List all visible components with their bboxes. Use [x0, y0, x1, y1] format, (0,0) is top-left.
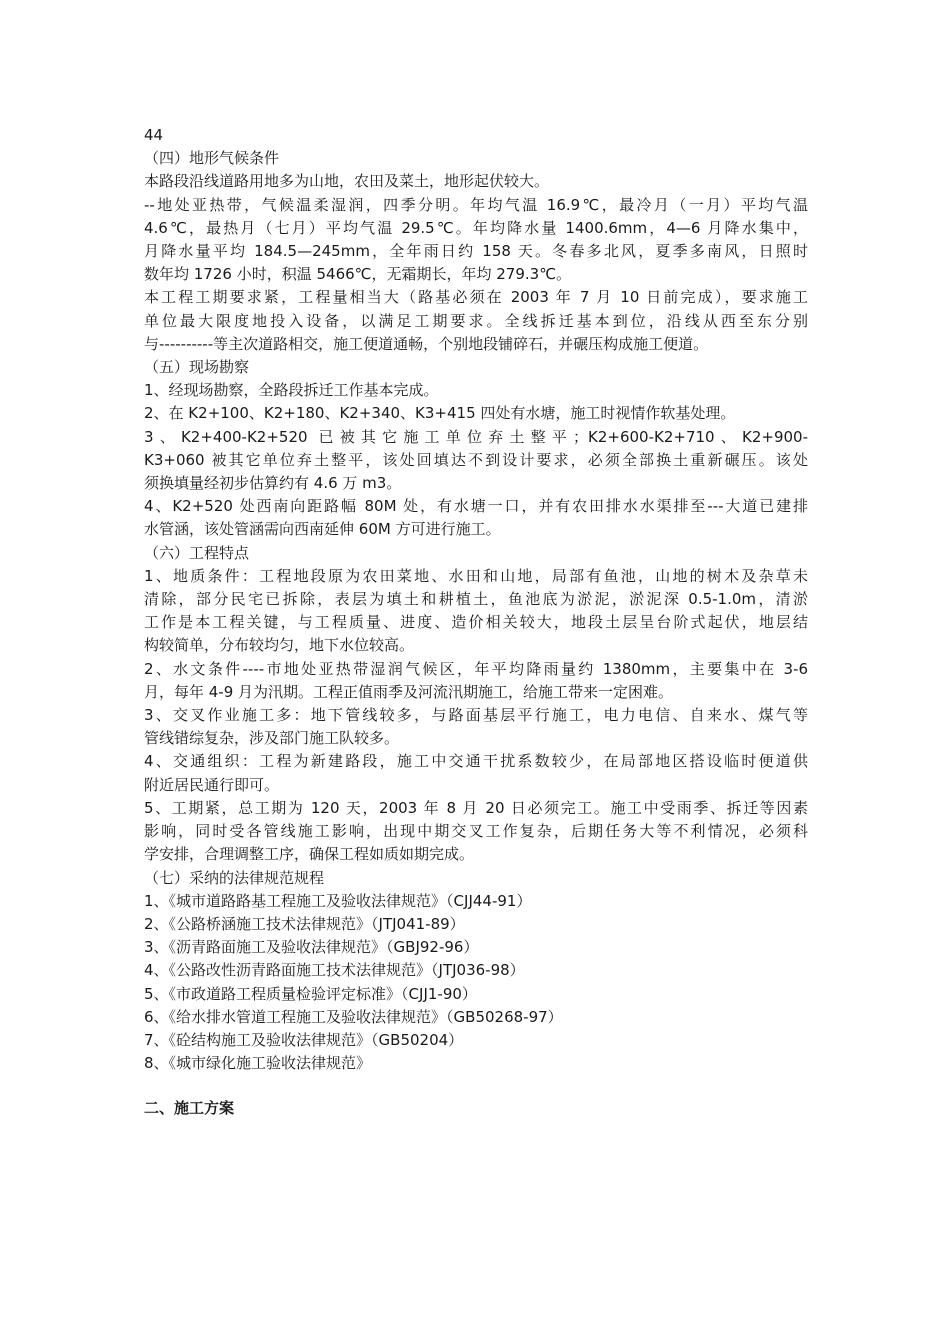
- paragraph-line: 本工程工期要求紧，工程量相当大（路基必须在 2003 年 7 月 10 日前完成），要求施工: [144, 288, 808, 307]
- list-item: 工作是本工程关键，与工程质量、进度、造价相关较大，地段土层呈台阶式起伏，地层结: [144, 613, 808, 632]
- list-item: 构较简单，分布较均匀，地下水位较高。: [144, 636, 415, 655]
- list-item: 附近居民通行即可。: [144, 775, 280, 794]
- list-item: 清除，部分民宅已拆除，表层为填土和耕植土，鱼池底为淤泥，淤泥深 0.5-1.0m，清淤: [144, 590, 808, 609]
- paragraph-line: 月降水量平均 184.5—245mm，全年雨日约 158 天。冬春多北风，夏季多南风，日照时: [144, 242, 808, 261]
- standard-item: 3、《沥青路面施工及验收法律规范》（GBJ92-96）: [144, 938, 479, 957]
- list-item: 3、K2+400-K2+520 已被其它施工单位弃土整平；K2+600-K2+710、K2+900-: [144, 427, 808, 446]
- list-item: 管线错综复杂，涉及部门施工队较多。: [144, 729, 400, 748]
- standard-item: 6、《给水排水管道工程施工及验收法律规范》（GB50268-97）: [144, 1007, 563, 1026]
- list-item: 须换填量经初步估算约有 4.6 万 m3。: [144, 474, 402, 493]
- standard-item: 8、《城市绿化施工验收法律规范》: [144, 1054, 372, 1073]
- list-item: 2、在 K2+100、K2+180、K2+340、K3+415 四处有水塘，施工时视情作软基处理。: [144, 404, 736, 423]
- section-4-heading: （四）地形气候条件: [144, 149, 280, 168]
- list-item: 4、K2+520 处西南向距路幅 80M 处，有水塘一口，并有农田排水水渠排至---大道已建排: [144, 497, 808, 516]
- section-5-heading: （五）现场勘察: [144, 358, 250, 377]
- document-page: [144, 124, 808, 1121]
- list-item: K3+060 被其它单位弃土整平，该处回填达不到设计要求，必须全部换土重新碾压。该处: [144, 450, 808, 469]
- paragraph-line: 数年均 1726 小时，积温 5466℃，无霜期长，年均 279.3℃。: [144, 265, 572, 284]
- list-item: 1、地质条件：工程地段原为农田菜地、水田和山地，局部有鱼池，山地的树木及杂草未: [144, 566, 808, 585]
- paragraph-line: 单位最大限度地投入设备，以满足工期要求。全线拆迁基本到位，沿线从西至东分别: [144, 311, 808, 330]
- page-number: 44: [144, 126, 164, 144]
- standard-item: 5、《市政道路工程质量检验评定标准》（CJJ1-90）: [144, 984, 477, 1003]
- paragraph-line: 4.6℃，最热月（七月）平均气温 29.5℃。年均降水量 1400.6mm，4—6 月降水集中，: [144, 218, 808, 237]
- list-item: 水管涵，该处管涵需向西南延伸 60M 方可进行施工。: [144, 520, 501, 539]
- list-item: 3、交叉作业施工多：地下管线较多，与路面基层平行施工，电力电信、自来水、煤气等: [144, 706, 808, 725]
- list-item: 学安排，合理调整工序，确保工程如质如期完成。: [144, 845, 475, 864]
- paragraph-line: 本路段沿线道路用地多为山地，农田及菜土，地形起伏较大。: [144, 172, 550, 191]
- list-item: 2、水文条件----市地处亚热带湿润气候区，年平均降雨量约 1380mm，主要集中在 3-6: [144, 659, 808, 678]
- section-7-heading: （七）采纳的法律规范规程: [144, 868, 325, 887]
- part-2-heading: 二、施工方案: [144, 1099, 235, 1118]
- standard-item: 4、《公路改性沥青路面施工技术法律规范》（JTJ036-98）: [144, 961, 525, 980]
- standard-item: 7、《砼结构施工及验收法律规范》（GB50204）: [144, 1030, 464, 1049]
- list-item: 月，每年 4-9 月为汛期。工程正值雨季及河流汛期施工，给施工带来一定困难。: [144, 682, 674, 701]
- paragraph-line: 与----------等主次道路相交，施工便道通畅，个别地段铺碎石，并碾压构成施工便道。: [144, 334, 709, 353]
- section-6-heading: （六）工程特点: [144, 543, 250, 562]
- list-item: 5、工期紧，总工期为 120 天，2003 年 8 月 20 日必须完工。施工中受雨季、拆迁等因素: [144, 798, 808, 817]
- list-item: 影响，同时受各管线施工影响，出现中期交叉工作复杂，后期任务大等不利情况，必须科: [144, 822, 808, 841]
- standard-item: 1、《城市道路路基工程施工及验收法律规范》（CJJ44-91）: [144, 891, 532, 910]
- list-item: 1、经现场勘察，全路段拆迁工作基本完成。: [144, 381, 439, 400]
- standard-item: 2、《公路桥涵施工技术法律规范》（JTJ041-89）: [144, 914, 465, 933]
- paragraph-line: --地处亚热带，气候温柔湿润，四季分明。年均气温 16.9℃，最冷月（一月）平均气温: [144, 195, 808, 214]
- list-item: 4、交通组织：工程为新建路段，施工中交通干扰系数较少，在局部地区搭设临时便道供: [144, 752, 808, 771]
